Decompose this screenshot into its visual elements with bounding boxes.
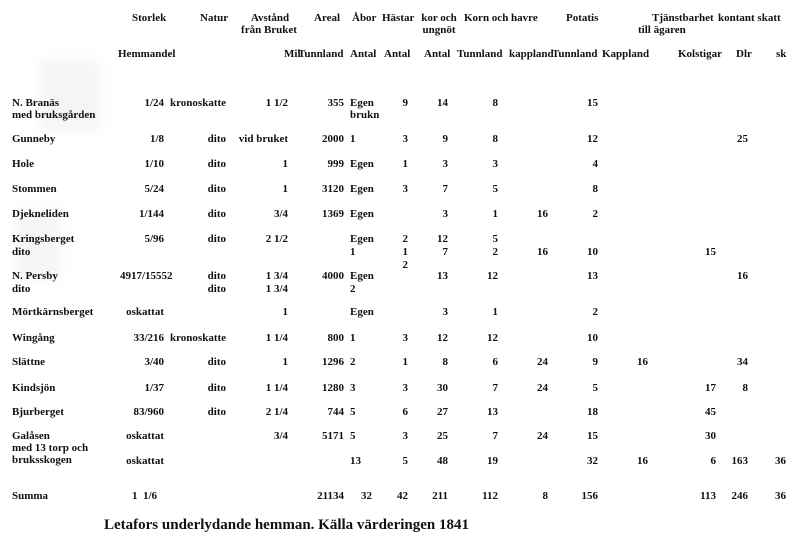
cell-sk: 36 [775,455,786,467]
cell-korn-t: 8 [492,133,498,145]
header-natur: Natur [200,12,229,24]
row-name: med bruksgården [12,109,96,121]
cell-kor: 3 [442,306,448,318]
cell-dlr: 163 [731,455,748,467]
cell-korn-t: 19 [487,455,498,467]
header-kolstigar: Kolstigar [678,48,722,60]
cell-avstand: 3/4 [273,430,288,442]
cell-avstand: 1 [282,356,288,368]
cell-avstand: 1 [282,158,288,170]
cell-kolstigar: 45 [705,406,716,418]
cell-pot-t: 4 [592,158,598,170]
cell-natur: dito [207,183,226,195]
cell-korn-t: 1 [492,306,498,318]
cell-kor: 30 [437,382,448,394]
cell-natur: dito [207,356,226,368]
cell-natur: dito [207,406,226,418]
cell-pot-t: 10 [587,332,598,344]
cell-pot-t: 15 [587,97,598,109]
header-antal-abor: Antal [350,48,377,60]
cell-abor: Egen [350,233,374,245]
cell-natur: dito [207,133,226,145]
cell-storlek: 1/144 [138,208,164,220]
cell-korn-k: 24 [537,356,548,368]
cell-kor: 8 [442,356,448,368]
cell-hastar: 9 [402,97,408,109]
header-avstand-1: Avstånd [250,12,290,24]
cell-storlek: 5/24 [144,183,164,195]
header-tunnland-potatis: Tunnland [552,48,598,60]
cell-dlr: 16 [737,270,748,282]
cell-pot-t: 12 [587,133,598,145]
cell-natur: dito [207,158,226,170]
summa-dlr: 246 [731,490,748,502]
cell-pot-t: 5 [592,382,598,394]
cell-korn-k: 24 [537,430,548,442]
cell-areal: 355 [327,97,344,109]
cell-kolstigar: 15 [705,246,716,258]
cell-areal: 999 [327,158,344,170]
cell-storlek: oskattat [126,430,164,442]
cell-pot-t: 15 [587,430,598,442]
cell-storlek: 5/96 [144,233,164,245]
header-tjanst-1: Tjänstbarhet [652,12,714,24]
cell-kor: 9 [442,133,448,145]
cell-pot-t: 8 [592,183,598,195]
cell-kolstigar: 17 [705,382,716,394]
cell-natur: kronoskatte [170,332,227,344]
cell-avstand: 1 [282,183,288,195]
cell-avstand: 1 [282,306,288,318]
cell-areal: 800 [327,332,344,344]
cell-hastar: 2 [402,259,408,271]
cell-storlek: 4917/15552 [120,270,173,282]
cell-korn-t: 5 [492,233,498,245]
cell-abor: 5 [350,406,356,418]
cell-hastar: 3 [402,183,408,195]
cell-abor: Egen [350,270,374,282]
cell-hastar: 1 [402,158,408,170]
row-name: dito [12,283,31,295]
cell-kor: 12 [437,332,448,344]
cell-hastar: 1 [402,246,408,258]
header-tjanst-2: till ägaren [638,24,686,36]
cell-kolstigar: 30 [705,430,716,442]
cell-pot-t: 10 [587,246,598,258]
summa-label: Summa [12,490,49,502]
cell-pot-k: 16 [637,455,648,467]
header-kor-1: kor och [421,12,457,24]
cell-storlek: 33/216 [133,332,164,344]
summa-areal: 21134 [317,490,344,502]
header-storlek: Storlek [132,12,167,24]
header-kappland-potatis: Kappland [602,48,650,60]
row-name: Mörtkärnsberget [12,306,94,318]
cell-korn-k: 24 [537,382,548,394]
cell-korn-t: 2 [492,246,498,258]
cell-avstand: 3/4 [273,208,288,220]
cell-korn-t: 5 [492,183,498,195]
cell-kor: 48 [437,455,448,467]
cell-pot-t: 9 [592,356,598,368]
cell-storlek: 83/960 [133,406,164,418]
cell-avstand: 1 3/4 [265,270,288,282]
row-name: med 13 torp och [12,442,89,454]
row-name: Djekneliden [12,208,69,220]
cell-avstand: vid bruket [238,133,288,145]
cell-kor: 27 [437,406,448,418]
cell-storlek: 3/40 [144,356,164,368]
row-name: Stommen [12,183,57,195]
summa-pot-t: 156 [581,490,598,502]
summa-kor: 211 [432,490,448,502]
cell-areal: 1280 [322,382,344,394]
header-korn: Korn och havre [464,12,538,24]
cell-hastar: 3 [402,382,408,394]
row-name: Gunneby [12,133,56,145]
header-sk: sk [776,48,787,60]
row-name: Wingång [12,332,55,344]
header-potatis: Potatis [566,12,599,24]
cell-avstand: 2 1/4 [265,406,288,418]
cell-dlr: 34 [737,356,748,368]
header-tunnland-areal: Tunnland [298,48,344,60]
header-dlr: Dlr [736,48,752,60]
cell-abor: 1 [350,332,356,344]
cell-pot-t: 2 [592,306,598,318]
header-antal-kor: Antal [424,48,451,60]
header-hastar: Hästar [382,12,415,24]
cell-avstand: 1 1/4 [265,382,288,394]
cell-storlek: 1/24 [144,97,164,109]
header-avstand-2: från Bruket [241,24,297,36]
cell-storlek: 1/10 [144,158,164,170]
cell-storlek: 1/37 [144,382,164,394]
cell-kor: 12 [437,233,448,245]
cell-abor: Egen [350,306,374,318]
cell-avstand: 1 1/4 [265,332,288,344]
header-mil: Mil [284,48,301,60]
cell-avstand: 1 3/4 [265,283,288,295]
cell-dlr: 8 [742,382,748,394]
cell-abor: 1 [350,133,356,145]
summa-korn-k: 8 [542,490,548,502]
cell-korn-t: 3 [492,158,498,170]
cell-areal: 1369 [322,208,344,220]
summa-korn-t: 112 [482,490,498,502]
header-abor: Åbor [352,12,377,24]
row-name: Galåsen [12,430,50,442]
header-antal-hastar: Antal [384,48,411,60]
row-name: Kringsberget [12,233,75,245]
cell-areal: 1296 [322,356,344,368]
summa-storlek: 1 1/6 [132,490,158,502]
cell-natur: dito [207,233,226,245]
cell-hastar: 2 [402,233,408,245]
cell-abor: Egen [350,158,374,170]
row-name: N. Branäs [12,97,60,109]
cell-natur: kronoskatte [170,97,227,109]
cell-korn-k: 16 [537,208,548,220]
cell-abor: 13 [350,455,361,467]
cell-hastar: 5 [402,455,408,467]
cell-avstand: 2 1/2 [265,233,288,245]
header-tunnland-korn: Tunnland [457,48,503,60]
header-areal: Areal [314,12,341,24]
cell-pot-t: 32 [587,455,598,467]
summa-abor: 32 [361,490,372,502]
cell-korn-t: 6 [492,356,498,368]
row-name: bruksskogen [12,454,72,466]
cell-abor: 5 [350,430,356,442]
cell-pot-t: 18 [587,406,598,418]
cell-natur: dito [207,270,226,282]
cell-kor: 7 [442,183,448,195]
cell-hastar: 1 [402,356,408,368]
cell-abor: 1 [350,246,356,258]
cell-korn-t: 8 [492,97,498,109]
row-name: Kindsjön [12,382,56,394]
cell-pot-k: 16 [637,356,648,368]
cell-hastar: 3 [402,430,408,442]
cell-kor: 13 [437,270,448,282]
cell-abor: 2 [350,283,356,295]
cell-natur: dito [207,382,226,394]
header-hemmandel: Hemmandel [118,48,176,60]
row-name: Slättne [12,356,45,368]
cell-natur: dito [207,208,226,220]
cell-dlr: 25 [737,133,748,145]
cell-areal: 744 [327,406,344,418]
cell-hastar: 3 [402,332,408,344]
cell-storlek: oskattat [126,306,164,318]
cell-areal: 5171 [322,430,344,442]
cell-kor: 14 [437,97,448,109]
cell-pot-t: 2 [592,208,598,220]
summa-sk: 36 [775,490,786,502]
cell-natur: dito [207,283,226,295]
cell-abor: Egen [350,208,374,220]
cell-storlek: oskattat [126,455,164,467]
cell-korn-t: 1 [492,208,498,220]
header-kontant: kontant skatt [718,12,781,24]
cell-korn-t: 12 [487,332,498,344]
cell-korn-t: 13 [487,406,498,418]
cell-areal: 3120 [322,183,344,195]
cell-areal: 2000 [322,133,344,145]
cell-avstand: 1 1/2 [265,97,288,109]
cell-kor: 7 [442,246,448,258]
cell-abor: Egen [350,183,374,195]
cell-kolstigar: 6 [710,455,716,467]
cell-kor: 25 [437,430,448,442]
cell-korn-k: 16 [537,246,548,258]
cell-abor: Egen [350,97,374,109]
cell-korn-t: 12 [487,270,498,282]
header-kor-2: ungnöt [422,24,456,36]
cell-korn-t: 7 [492,430,498,442]
summa-kolstigar: 113 [700,490,716,502]
row-name: Hole [12,158,34,170]
cell-storlek: 1/8 [149,133,164,145]
cell-abor: 3 [350,382,356,394]
table-caption: Letafors underlydande hemman. Källa värderingen 1841 [104,517,470,533]
row-name: dito [12,246,31,258]
cell-hastar: 6 [402,406,408,418]
cell-kor: 3 [442,158,448,170]
cell-abor: 2 [350,356,356,368]
cell-areal: 4000 [322,270,344,282]
header-kappland-korn: kappland [509,48,554,60]
row-name: Bjurberget [12,406,64,418]
summa-hastar: 42 [397,490,408,502]
cell-korn-t: 7 [492,382,498,394]
cell-abor: brukn [350,109,380,121]
cell-kor: 3 [442,208,448,220]
cell-hastar: 3 [402,133,408,145]
row-name: N. Persby [12,270,58,282]
cell-pot-t: 13 [587,270,598,282]
